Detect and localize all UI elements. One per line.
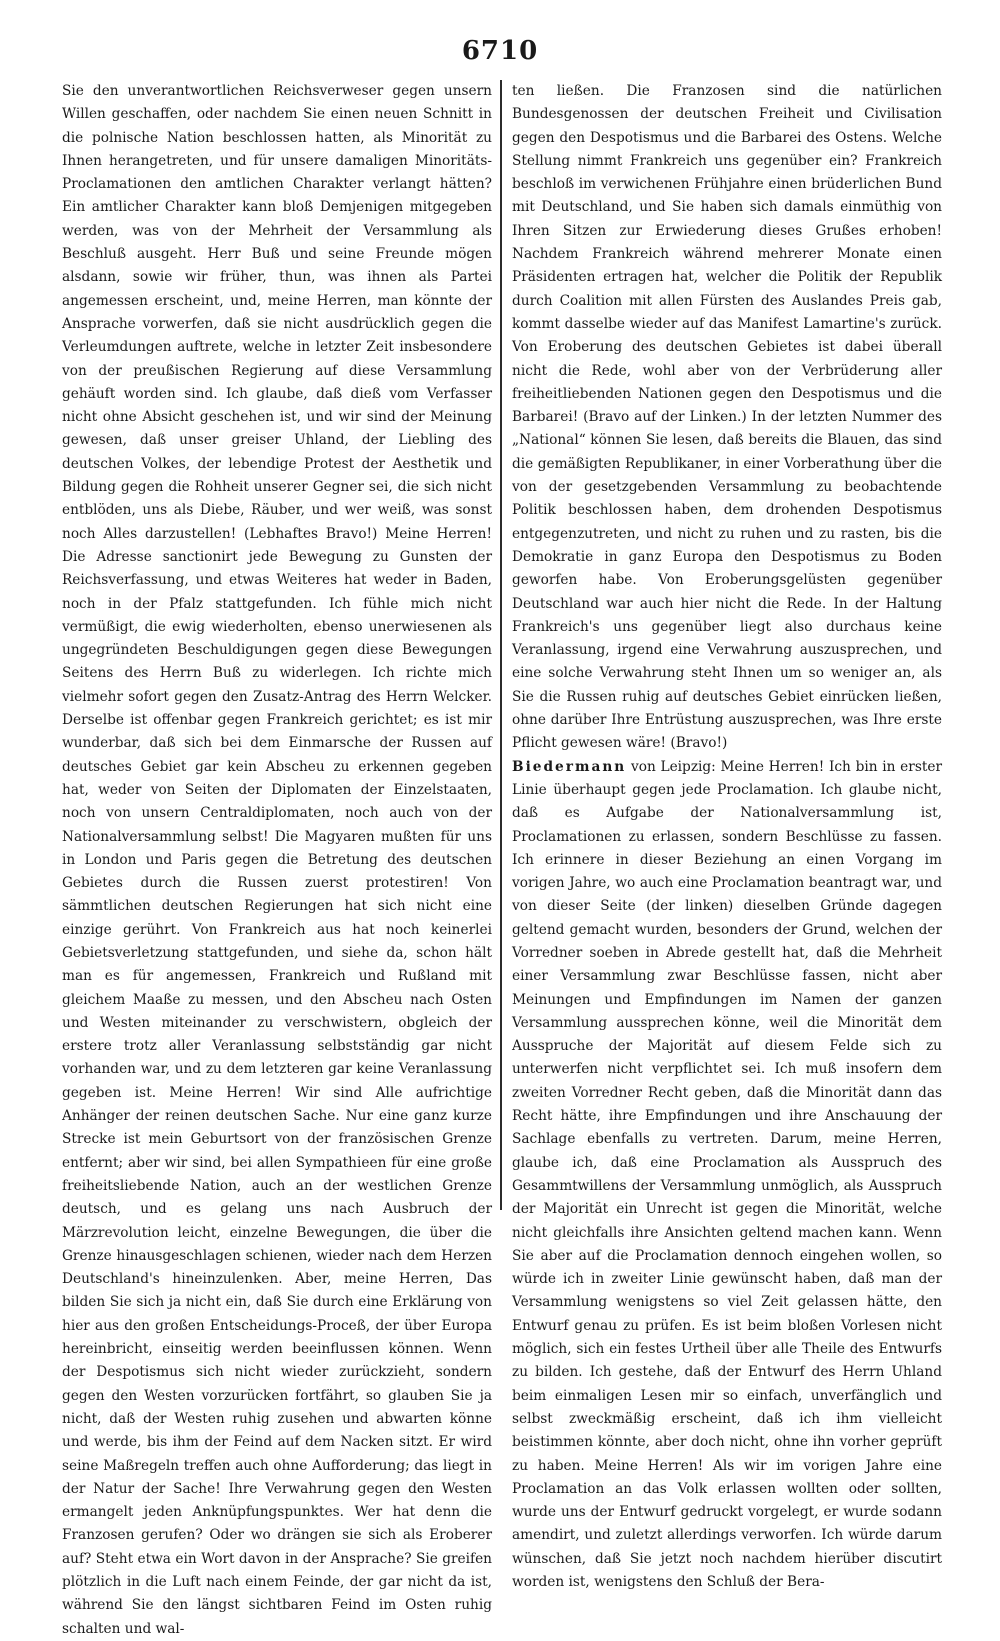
speaker-name: Biedermann [512, 758, 627, 775]
right-column-paragraph-1: ten ließen. Die Franzosen sind die natürlichen Bundesgenossen der deutschen Freiheit und Civilisation gegen den Despotismus und die Barbarei des Ostens. Welche Stellung nimmt Frankreich uns gegenüber ein? Frankreich beschloß im verwichenen Frühjahre einen brüderlichen Bund mit Deutschland, und Sie haben sich damals einmüthig von Ihren Sitzen zur Erwiederung dieses Grußes erhoben! Nachdem Frankreich während mehrerer Monate einen Präsidenten ertragen hat, welcher die Politik der Republik durch Coalition mit allen Fürsten des Auslandes Preis gab, kommt dasselbe wieder auf das Manifest Lamartine's zurück. Von Eroberung des deutschen Gebietes ist dabei überall nicht die Rede, wohl aber von der Verbrüderung aller freiheitliebenden Nationen gegen den Despotismus und die Barbarei! (Bravo auf der Linken.) In der letzten Nummer des „National“ können Sie lesen, daß bereits die Blauen, das sind die gemäßigten Republikaner, in einer Vorberathung über die von der gesetzgebenden Versammlung zu beobachtende Politik beschlossen haben, dem drohenden Despotismus entgegenzutreten, und nicht zu ruhen und zu rasten, bis die Demokratie in ganz Europa den Despotismus zu Boden geworfen habe. Von Eroberungsgelüsten gegenüber Deutschland war auch hier nicht die Rede. In der Haltung Frankreich's uns gegenüber liegt also durchaus keine Veranlassung, irgend eine Verwahrung auszusprechen, und eine solche Verwahrung steht Ihnen um so weniger an, als Sie die Russen ruhig auf deutsches Gebiet einrücken ließen, ohne darüber Ihre Entrüstung auszusprechen, was Ihre erste Pflicht gewesen wäre! (Bravo!) [512, 83, 942, 752]
page-number: 6710 [461, 36, 539, 66]
right-column-paragraph-2 [512, 756, 942, 1595]
left-column [62, 80, 492, 1637]
speech-text: von Leipzig: Meine Herren! Ich bin in erster Linie überhaupt gegen jede Proclamation. Ich glaube nicht, daß es Aufgabe der Nationalversammlung ist, Proclamationen zu erlassen, sondern Beschlüsse zu fassen. Ich erinnere in dieser Beziehung an einen Vorgang im vorigen Jahre, wo auch eine Proclamation beantragt war, und von dieser Seite (der linken) dieselben Gründe dagegen geltend gemacht wurden, besonders der Grund, welchen der Vorredner soeben in Abrede gestellt hat, daß die Mehrheit einer Versammlung zwar Beschlüsse fassen, nicht aber Meinungen und Empfindungen im Namen der ganzen Versammlung aussprechen könne, weil die Minorität dem Ausspruche der Majorität auf diesem Felde sich zu unterwerfen nicht verpflichtet sei. Ich muß insofern dem zweiten Vorredner Recht geben, daß die Minorität dann das Recht hätte, ihre Empfindungen und ihre Anschauung der Sachlage ebenfalls zu vertreten. Darum, meine Herren, glaube ich, daß eine Proclamation als Ausspruch des Gesammtwillens der Versammlung unmöglich, als Ausspruch der Majorität ein Unrecht ist gegen die Minorität, welche nicht gleichfalls ihre Ansichten geltend machen kann. Wenn Sie aber auf die Proclamation dennoch eingehen wollen, so würde ich in zweiter Linie gewünscht haben, daß man der Versammlung wenigstens so viel Zeit gelassen hätte, den Entwurf genau zu prüfen. Es ist beim bloßen Vorlesen nicht möglich, sich ein festes Urtheil über alle Theile des Entwurfs zu bilden. Ich gestehe, daß der Entwurf des Herrn Uhland beim einmaligen Lesen mir so einfach, unverfänglich und selbst zweckmäßig erscheint, daß ich ihm vielleicht beistimmen könnte, aber doch nicht, ohne ihn vorher geprüft zu haben. Meine Herren! Als wir im vorigen Jahre eine Proclamation an das Volk erlassen wollten oder sollten, wurde uns der Entwurf gedruckt vorgelegt, er wurde sodann amendirt, und zuletzt allerdings verworfen. Ich würde darum wünschen, daß Sie jetzt noch nachdem hierüber discutirt worden ist, wenigstens den Schluß der Bera- [512, 758, 942, 1590]
column-divider [500, 80, 502, 1210]
left-column-text: Sie den unverantwortlichen Reichsverweser gegen unsern Willen geschaffen, oder nachdem Sie einen neuen Schnitt in die polnische Nation beschlossen hatten, als Minorität zu Ihnen herangetreten, und für unsere damaligen Minoritäts-Proclamationen den amtlichen Charakter verlangt hätten? Ein amtlicher Charakter kann bloß Demjenigen mitgegeben werden, was von der Mehrheit der Versammlung als Beschluß ausgeht. Herr Buß und seine Freunde mögen alsdann, sowie wir früher, thun, was ihnen als Partei angemessen erscheint, und, meine Herren, man könnte der Ansprache vorwerfen, daß sie nicht ausdrücklich gegen die Verleumdungen auftrete, welche in letzter Zeit insbesondere von der preußischen Regierung auf diese Versammlung gehäuft worden sind. Ich glaube, daß dieß vom Verfasser nicht ohne Absicht geschehen ist, und wir sind der Meinung gewesen, daß unser greiser Uhland, der Liebling des deutschen Volkes, der lebendige Protest der Aesthetik und Bildung gegen die Rohheit unserer Gegner sei, die sich nicht entblöden, uns als Diebe, Räuber, und wer weiß, was sonst noch Alles darzustellen! (Lebhaftes Bravo!) Meine Herren! Die Adresse sanctionirt jede Bewegung zu Gunsten der Reichsverfassung, und etwas Weiteres hat weder in Baden, noch in der Pfalz stattgefunden. Ich fühle mich nicht vermüßigt, die ewig wiederholten, ebenso unerwiesenen als ungegründeten Beschuldigungen gegen diese Bewegungen Seitens des Herrn Buß zu widerlegen. Ich richte mich vielmehr sofort gegen den Zusatz-Antrag des Herrn Welcker. Derselbe ist offenbar gegen Frankreich gerichtet; es ist mir wunderbar, daß sich bei dem Einmarsche der Russen auf deutsches Gebiet gar kein Abscheu zu erkennen gegeben hat, weder von Seiten der Diplomaten der Einzelstaaten, noch von unsern Centraldiplomaten, noch auch von der Nationalversammlung selbst! Die Magyaren mußten für uns in London und Paris gegen die Betretung des deutschen Gebietes durch die Russen zuerst protestiren! Von sämmtlichen deutschen Regierungen hat sich nicht eine einzige gerührt. Von Frankreich aus hat noch keinerlei Gebietsverletzung stattgefunden, und siehe da, schon hält man es für angemessen, Frankreich und Rußland mit gleichem Maaße zu messen, und den Abscheu nach Osten und Westen miteinander zu verschwistern, obgleich der erstere trotz aller Veranlassung selbstständig gar nicht vorhanden war, und zu dem letzteren gar keine Veranlassung gegeben ist. Meine Herren! Wir sind Alle aufrichtige Anhänger der reinen deutschen Sache. Nur eine ganz kurze Strecke ist mein Geburtsort von der französischen Grenze entfernt; aber wir sind, bei allen Sympathieen für eine große freiheitsliebende Nation, auch an der westlichen Grenze deutsch, und es gelang uns nach Ausbruch der Märzrevolution leicht, einzelne Bewegungen, die über die Grenze hinausgeschlagen schienen, wieder nach dem Herzen Deutschland's hineinzulenken. Aber, meine Herren, Das bilden Sie sich ja nicht ein, daß Sie durch eine Erklärung von hier aus den großen Entscheidungs-Proceß, der über Europa hereinbricht, einseitig werden beeinflussen können. Wenn der Despotismus sich nicht wieder zurückzieht, sondern gegen den Westen vorzurücken fortfährt, so glauben Sie ja nicht, daß der Westen ruhig zusehen und abwarten könne und werde, bis ihm der Feind auf dem Nacken sitzt. Er wird seine Maßregeln treffen auch ohne Aufforderung; das liegt in der Natur der Sache! Ihre Verwahrung gegen den Westen ermangelt jeden Anknüpfungspunktes. Wer hat denn die Franzosen gerufen? Oder wo drängen sie sich als Eroberer auf? Steht etwa ein Wort davon in der Ansprache? Sie greifen plötzlich in die Luft nach einem Feinde, der gar nicht da ist, während Sie den längst sichtbaren Feind im Osten ruhig schalten und wal- [62, 83, 492, 1637]
right-column [512, 80, 942, 1590]
